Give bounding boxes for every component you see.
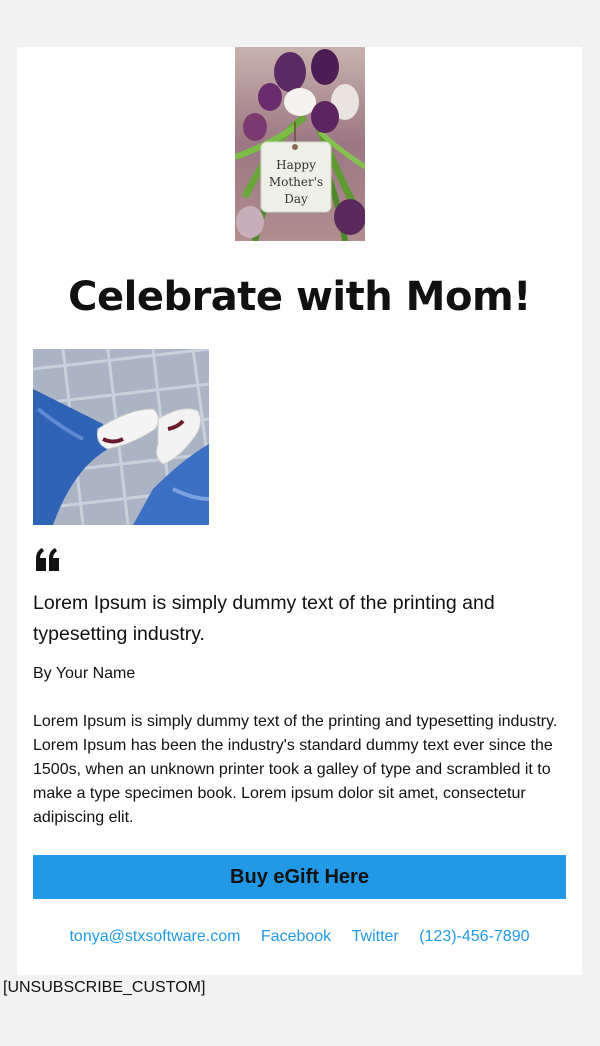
byline: By Your Name (33, 665, 136, 682)
tag-line-1: Happy (276, 158, 316, 172)
flowers-illustration (235, 47, 365, 241)
sneakers-photo (33, 349, 209, 525)
facebook-link[interactable]: Facebook (260, 928, 332, 945)
email-link[interactable]: tonya@stxsoftware.com (69, 928, 241, 945)
body-paragraph: Lorem Ipsum is simply dummy text of the printing and typesetting industry. Lorem Ipsum has been the industry's standard dummy text ever since the 1500s, when an unknown printer took a galley of type and scrambled it to make a type specimen book. Lorem ipsum dolor sit amet, consectetur adipiscing elit. (33, 713, 558, 826)
quote-text: Lorem Ipsum is simply dummy text of the printing and typesetting industry. (33, 592, 495, 645)
quote-icon (35, 545, 61, 571)
hero-image (235, 47, 365, 241)
tag-line-3: Day (284, 192, 308, 206)
footer-links (17, 925, 582, 949)
tag-line-2: Mother's (268, 175, 324, 189)
phone-link[interactable]: (123)-456-7890 (419, 928, 530, 945)
sneakers-illustration (33, 349, 209, 525)
buy-egift-button[interactable]: Buy eGift Here (33, 855, 566, 899)
page-title: Celebrate with Mom! (68, 274, 531, 320)
unsubscribe-placeholder[interactable]: [UNSUBSCRIBE_CUSTOM] (3, 979, 206, 996)
twitter-link[interactable]: Twitter (351, 928, 399, 945)
email-card (17, 47, 582, 975)
